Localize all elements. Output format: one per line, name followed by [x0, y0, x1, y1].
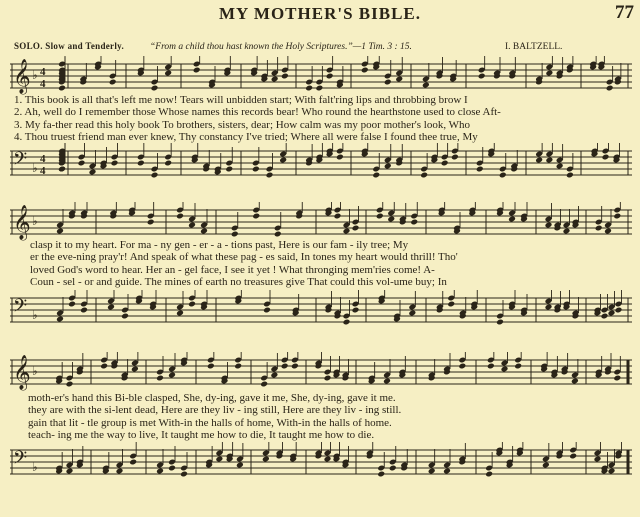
lyric-line: 3. My fa-ther read this holy book To brothers, sisters, dear; How calm was my poor mother's look, Who — [14, 118, 471, 131]
lyric-line: clasp it to my heart. For ma - ny gen - er - a - tions past, Here is our fam - ily tree; My — [30, 239, 409, 251]
treble-staff-3 — [6, 352, 634, 392]
lyric-line: teach- ing me the way to live, It taught me how to die, It taught me how to die. — [28, 428, 375, 441]
lyric-line: er the eve-ning pray'r! And speak of what these pag - es said, In tones my heart would thrill! Tho' — [30, 251, 458, 264]
bass-staff-1 — [6, 143, 634, 183]
lyric-line: 2. Ah, well do I remember those Whose names this records bear! Who round the hearthstone used to close Aft- — [14, 106, 501, 119]
svg-text:4: 4 — [40, 153, 46, 165]
lyrics-system-1 — [14, 94, 640, 143]
svg-text:♭: ♭ — [32, 68, 38, 82]
svg-text:♭: ♭ — [32, 460, 38, 474]
lyric-line: gain that lit - tle group is met With-in the halls of home, With-in the halls of home. — [28, 416, 392, 429]
lyrics-system-2 — [30, 239, 640, 288]
svg-text:𝄞: 𝄞 — [13, 59, 31, 94]
svg-text:4: 4 — [40, 165, 46, 177]
svg-text:♭: ♭ — [32, 161, 38, 175]
page-title: MY MOTHER'S BIBLE. — [218, 4, 422, 23]
lyric-line: they are with the si-lent dead, Here are they liv - ing still, Here are they liv - ing still. — [28, 404, 402, 417]
bass-staff-2 — [6, 290, 634, 330]
svg-text:♭: ♭ — [32, 364, 38, 378]
lyric-line: loved God's word to hear. Her an - gel face, I see it yet ! What thronging mem'ries come! A- — [30, 263, 435, 276]
lyric-line: moth-er's hand this Bi-ble clasped, She, dy-ing, gave it me, She, dy-ing, gave it me. — [28, 392, 396, 404]
svg-text:4: 4 — [40, 66, 46, 78]
svg-text:𝄞: 𝄞 — [13, 205, 31, 240]
svg-text:𝄢: 𝄢 — [13, 296, 28, 321]
lyric-line: Coun - sel - or and guide. The mines of earth no treasures give That could this vol-ume buy; In — [30, 275, 447, 288]
svg-text:♭: ♭ — [32, 214, 38, 228]
svg-text:𝄢: 𝄢 — [13, 149, 28, 174]
lyrics-system-3 — [28, 392, 640, 441]
svg-text:4: 4 — [40, 78, 46, 90]
page-number: 77 — [615, 2, 634, 23]
tempo-marking: SOLO. Slow and Tenderly. — [14, 41, 124, 51]
lyric-line: 4. Thou truest friend man ever knew, Thy constancy I've tried; Where all were false I found thee true, My — [14, 130, 478, 143]
svg-text:𝄞: 𝄞 — [13, 355, 31, 390]
svg-text:𝄢: 𝄢 — [13, 448, 28, 473]
composer-credit: I. BALTZELL. — [505, 42, 563, 52]
svg-text:♭: ♭ — [32, 308, 38, 322]
bass-staff-3 — [6, 442, 634, 482]
lyric-line: 1. This book is all that's left me now! Tears will unbidden start; With falt'ring lips and throbbing brow I — [14, 94, 468, 106]
scripture-quote: “From a child thou hast known the Holy Scriptures.”—1 Tim. 3 : 15. — [150, 42, 412, 52]
treble-staff-1 — [6, 56, 634, 96]
treble-staff-2 — [6, 202, 634, 242]
